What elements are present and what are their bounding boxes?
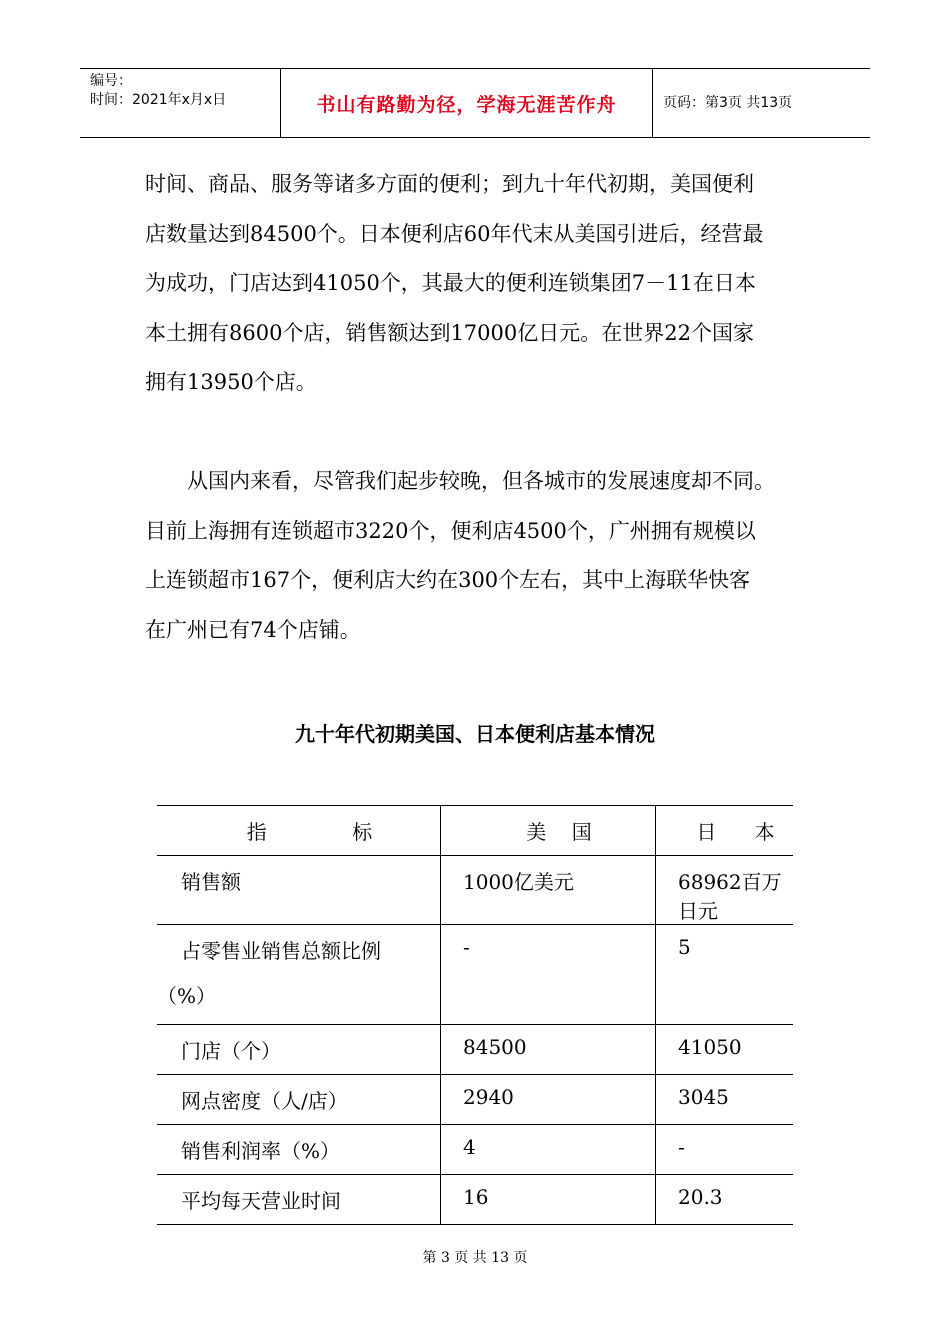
table-row: [157, 1025, 793, 1075]
row-us-value: 16: [441, 1175, 656, 1225]
header-motto-cell: [281, 69, 653, 137]
table-title: 九十年代初期美国、日本便利店基本情况: [295, 722, 655, 746]
document-time-label: 时间：2021年x月x日: [90, 92, 227, 108]
page-header: [80, 68, 870, 138]
table-row: [157, 1075, 793, 1125]
row-us-value: 1000亿美元: [441, 856, 656, 925]
paragraph-line: 从国内来看，尽管我们起步较晚，但各城市的发展速度却不同。: [187, 469, 775, 493]
row-japan-value: 68962百万日元: [656, 856, 794, 925]
paragraph-us-japan: [145, 160, 825, 408]
header-motto: 书山有路勤为径，学海无涯苦作舟: [316, 94, 617, 116]
table-header-japan: 日 本: [656, 806, 794, 856]
row-japan-value: 41050: [656, 1025, 794, 1075]
row-label: 门店（个）: [157, 1025, 441, 1075]
row-label-continuation: （%）: [157, 984, 217, 1008]
paragraph-line: 在广州已有74个店铺。: [145, 617, 361, 642]
table-row: [157, 856, 793, 925]
row-label: 销售额: [157, 856, 441, 925]
table-header-indicator: 指 标: [157, 806, 441, 856]
row-label: 平均每天营业时间: [157, 1175, 441, 1225]
paragraph-domestic: [145, 457, 825, 655]
row-japan-value: -: [656, 1125, 794, 1175]
row-us-value: -: [441, 925, 656, 1025]
row-label: [157, 925, 441, 1025]
document-number-label: 编号：: [90, 73, 132, 89]
row-japan-value: 5: [656, 925, 794, 1025]
paragraph-line: 为成功，门店达到41050个，其最大的便利连锁集团7－11在日本: [145, 271, 756, 295]
page-footer: 第 3 页 共 13 页: [422, 1250, 528, 1266]
row-us-value: 4: [441, 1125, 656, 1175]
paragraph-line: 上连锁超市167个，便利店大约在300个左右，其中上海联华快客: [145, 568, 751, 592]
header-page-info: 页码：第3页 共13页: [663, 95, 793, 111]
row-label-text: 占零售业销售总额比例: [181, 939, 381, 963]
table-header-row: [157, 806, 793, 856]
paragraph-line: 时间、商品、服务等诸多方面的便利；到九十年代初期，美国便利: [145, 172, 754, 196]
table-header-us: 美 国: [441, 806, 656, 856]
row-label: 销售利润率（%）: [157, 1125, 441, 1175]
header-meta-cell: [80, 69, 281, 137]
table-row: [157, 1125, 793, 1175]
convenience-store-table: [157, 805, 793, 1225]
paragraph-line: 本土拥有8600个店，销售额达到17000亿日元。在世界22个国家: [145, 320, 754, 345]
row-us-value: 2940: [441, 1075, 656, 1125]
paragraph-line: 店数量达到84500个。日本便利店60年代末从美国引进后，经营最: [145, 221, 764, 246]
row-japan-value: 3045: [656, 1075, 794, 1125]
row-us-value: 84500: [441, 1025, 656, 1075]
table-row: [157, 1175, 793, 1225]
paragraph-line: 拥有13950个店。: [145, 370, 317, 394]
row-label: 网点密度（人/店）: [157, 1075, 441, 1125]
table-row: [157, 925, 793, 1025]
header-page-cell: [653, 69, 870, 137]
row-japan-value: 20.3: [656, 1175, 794, 1225]
paragraph-line: 目前上海拥有连锁超市3220个，便利店4500个，广州拥有规模以: [145, 518, 756, 543]
